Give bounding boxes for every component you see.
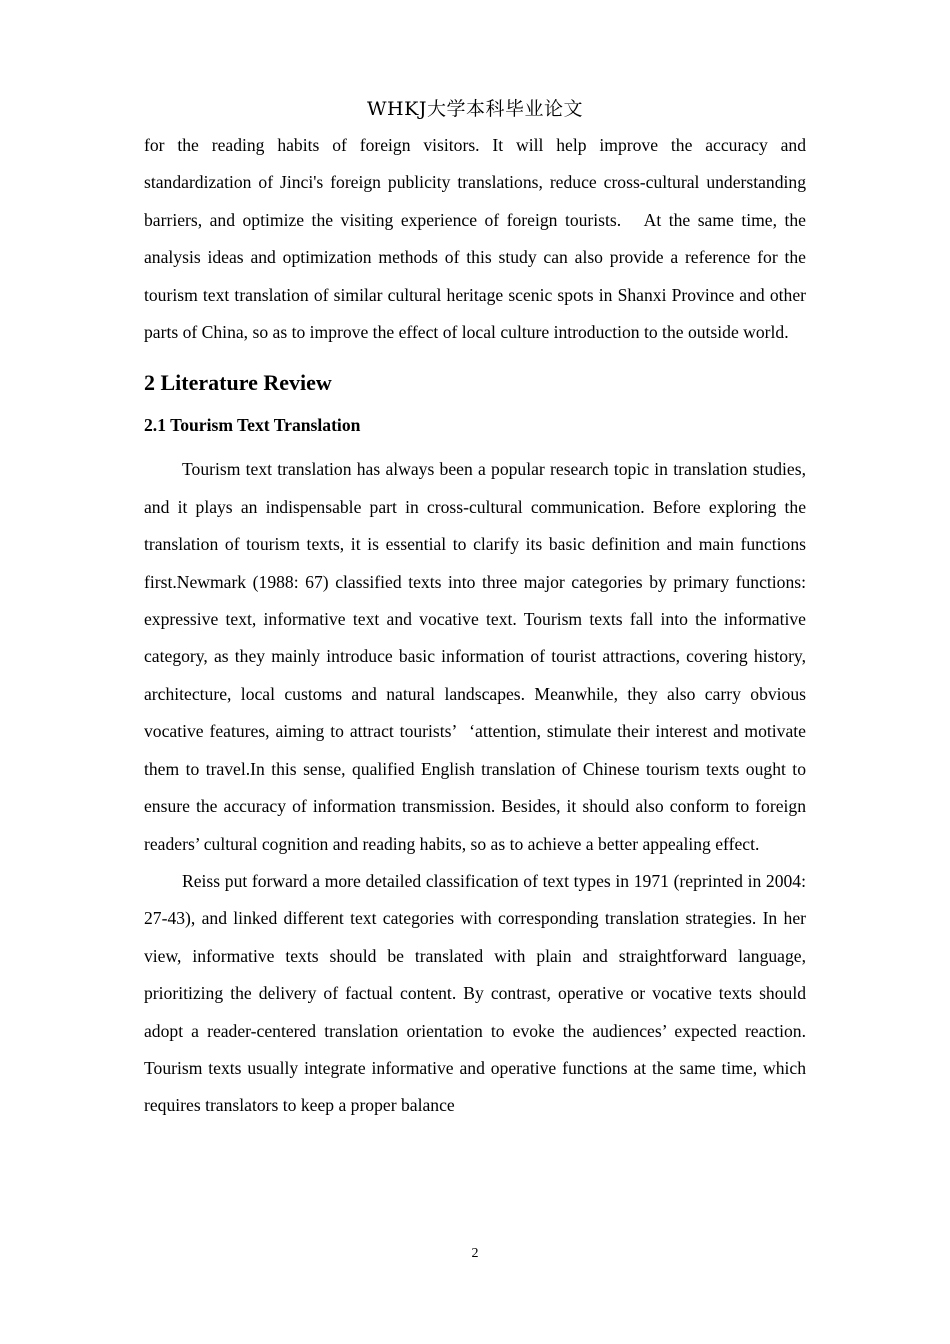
section-heading: 2 Literature Review (144, 370, 332, 396)
continuation-paragraph: for the reading habits of foreign visitors. It will help improve the accuracy and standardization of Jinci's foreign publicity translations, reduce cross-cultural understanding barriers, and optimize the visiting experience of foreign tourists. At the same time, the analysis ideas and optimization methods of this study can also provide a reference for the tourism text translation of similar cultural heritage scenic spots in Shanxi Province and other parts of China, so as to improve the effect of local culture introduction to the outside world. (144, 135, 806, 343)
body-content (144, 127, 806, 1125)
body-paragraph: Tourism text translation has always been a popular research topic in translation studies, and it plays an indispensable part in cross-cultural communication. Before exploring the translation of tourism texts, it is essential to clarify its basic definition and main functions first.Newmark (1988: 67) classified texts into three major categories by primary functions: expressive text, informative text and vocative text. Tourism texts fall into the informative category, as they mainly introduce basic information of tourist attractions, covering history, architecture, local customs and natural landscapes. Meanwhile, they also carry obvious vocative features, aiming to attract tourists’ ‘attention, stimulate their interest and motivate them to travel.In this sense, qualified English translation of Chinese tourism texts ought to ensure the accuracy of information transmission. Besides, it should also conform to foreign readers’ cultural cognition and reading habits, so as to achieve a better appealing effect. (144, 459, 806, 854)
body-paragraph: Reiss put forward a more detailed classification of text types in 1971 (reprinted in 2004: 27-43), and linked different text categories with corresponding translation strategies. In her view, informative texts should be translated with plain and straightforward language, prioritizing the delivery of factual content. By contrast, operative or vocative texts should adopt a reader-centered translation orientation to evoke the audiences’ expected reaction. Tourism texts usually integrate informative and operative functions at the same time, which requires translators to keep a proper balance (144, 870, 806, 1116)
running-header: WHKJ大学本科毕业论文 (367, 98, 583, 120)
page-number: 2 (471, 1246, 479, 1261)
subsection-heading: 2.1 Tourism Text Translation (144, 415, 361, 436)
